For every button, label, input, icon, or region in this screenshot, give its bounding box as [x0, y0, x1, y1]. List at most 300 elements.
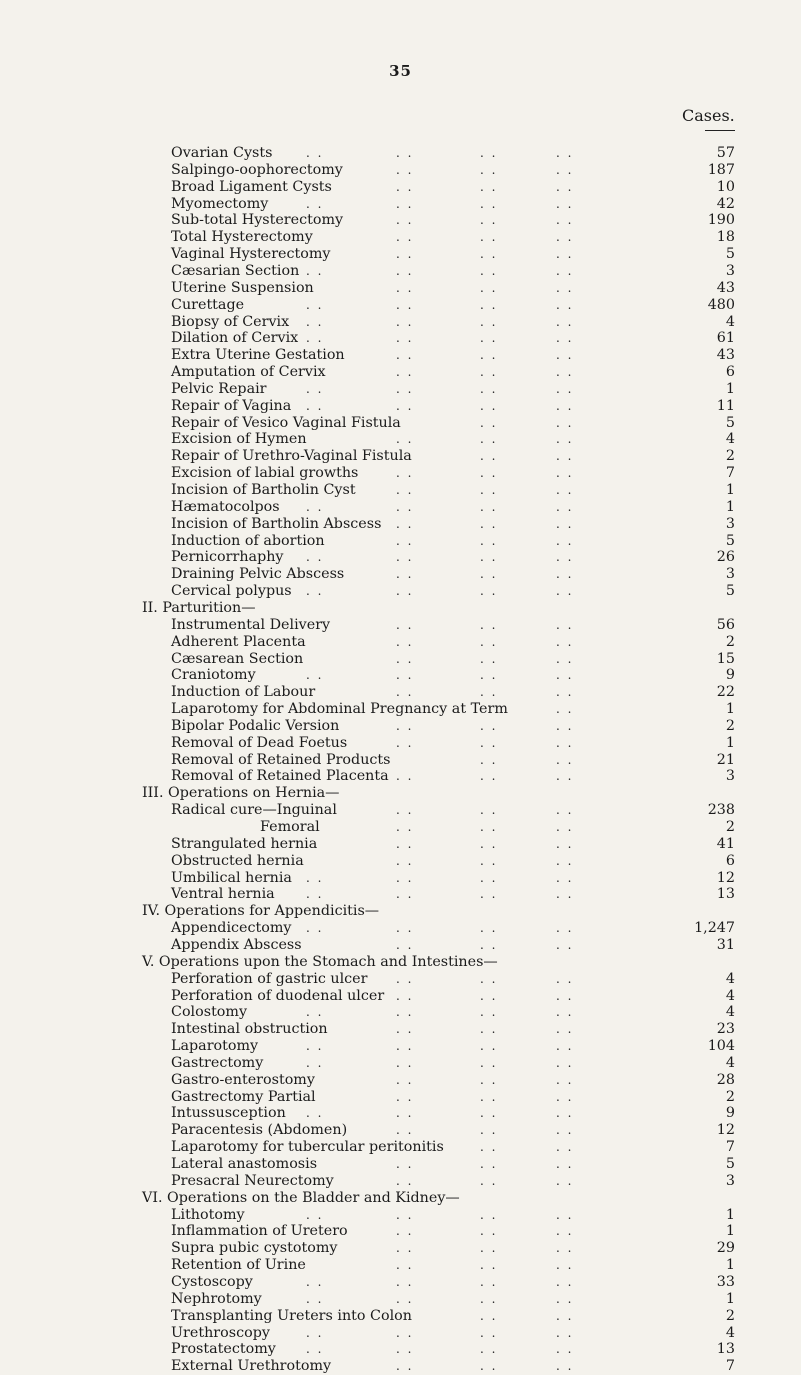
leader-dot-group: . . [306, 1291, 324, 1306]
row-value: 12 [716, 869, 735, 886]
row-label: Urethroscopy [171, 1324, 270, 1341]
leader-dots [0, 297, 801, 314]
table-row [0, 297, 801, 314]
leader-dot-group: . . [306, 921, 324, 936]
leader-dot-group: . . [480, 550, 498, 565]
row-value: 4 [725, 1004, 735, 1021]
leader-dot-group: . . [396, 988, 414, 1003]
leader-dot-group: . . [396, 668, 414, 683]
row-value: 9 [725, 667, 735, 684]
leader-dot-group: . . [556, 1072, 574, 1087]
table-row [0, 768, 801, 785]
leader-dot-group: . . [480, 1055, 498, 1070]
leader-dot-group: . . [396, 1258, 414, 1273]
row-label: Salpingo-oophorectomy [171, 161, 343, 178]
row-value: 1 [725, 1290, 735, 1307]
row-value: 29 [716, 1240, 735, 1257]
leader-dot-group: . . [396, 196, 414, 211]
leader-dot-group: . . [556, 853, 574, 868]
row-label: Laparotomy for Abdominal Pregnancy at Term [171, 701, 508, 718]
leader-dot-group: . . [556, 1274, 574, 1289]
table-row [0, 870, 801, 887]
leader-dots [0, 1122, 801, 1139]
leader-dot-group: . . [396, 1039, 414, 1054]
leader-dots [0, 1240, 801, 1257]
leader-dot-group: . . [480, 1005, 498, 1020]
leader-dot-group: . . [396, 1157, 414, 1171]
leader-dot-group: . . [480, 516, 498, 531]
leader-dots [0, 1223, 801, 1240]
leader-dots [0, 415, 801, 432]
table-row [0, 617, 801, 634]
row-label: Presacral Neurectomy [171, 1172, 334, 1189]
leader-dots [0, 870, 801, 887]
leader-dot-group: . . [556, 651, 574, 666]
row-label: Induction of abortion [171, 532, 325, 549]
leader-dot-group: . . [556, 365, 574, 380]
row-value: 1 [725, 1206, 735, 1223]
leader-dots [0, 1308, 801, 1325]
leader-dot-group: . . [556, 381, 574, 396]
table-row [0, 1105, 801, 1122]
row-label: Incision of Bartholin Abscess [171, 515, 382, 532]
row-label: Nephrotomy [171, 1290, 262, 1307]
row-value: 31 [716, 936, 735, 953]
leader-dot-group: . . [556, 483, 574, 497]
row-value: 28 [716, 1071, 735, 1088]
row-value: 43 [716, 347, 735, 364]
leader-dot-group: . . [556, 314, 574, 329]
leader-dots [0, 1089, 801, 1106]
leader-dot-group: . . [396, 1106, 414, 1121]
row-label: Obstructed hernia [171, 852, 304, 869]
leader-dot-group: . . [480, 803, 498, 818]
cases-column-header: Cases. [682, 106, 735, 125]
table-row [0, 1089, 801, 1106]
leader-dots [0, 465, 801, 482]
leader-dot-group: . . [556, 685, 574, 700]
leader-dot-group: . . [396, 516, 414, 531]
row-label: Amputation of Cervix [171, 364, 326, 381]
leader-dot-group: . . [396, 499, 414, 514]
row-label: Prostatectomy [171, 1341, 276, 1358]
leader-dots [0, 482, 801, 499]
leader-dot-group: . . [396, 1072, 414, 1087]
leader-dot-group: . . [396, 1224, 414, 1239]
leader-dot-group: . . [480, 1359, 498, 1374]
row-value: 18 [716, 229, 735, 246]
row-label: Draining Pelvic Abscess [171, 566, 345, 583]
table-row [0, 667, 801, 684]
row-label: Cæsarian Section [171, 262, 300, 279]
row-label: Umbilical hernia [171, 869, 292, 886]
leader-dot-group: . . [396, 617, 414, 632]
leader-dot-group: . . [480, 1224, 498, 1239]
leader-dot-group: . . [556, 803, 574, 818]
table-row [0, 1274, 801, 1291]
leader-dots [0, 398, 801, 415]
leader-dot-group: . . [306, 196, 324, 211]
leader-dot-group: . . [556, 213, 574, 228]
row-label: Vaginal Hysterectomy [171, 246, 331, 263]
leader-dot-group: . . [396, 213, 414, 228]
leader-dot-group: . . [396, 1207, 414, 1222]
row-label: Perforation of duodenal ulcer [171, 987, 385, 1004]
leader-dots [0, 1325, 801, 1342]
leader-dots [0, 314, 801, 331]
row-label: Pelvic Repair [171, 380, 267, 397]
row-label: Repair of Vagina [171, 397, 292, 414]
leader-dot-group: . . [480, 398, 498, 413]
leader-dot-group: . . [556, 499, 574, 514]
table-row [0, 398, 801, 415]
table-row [0, 263, 801, 280]
row-value: 4 [725, 970, 735, 987]
leader-dots [0, 499, 801, 516]
leader-dot-group: . . [306, 263, 324, 278]
row-value: 3 [725, 566, 735, 583]
leader-dots [0, 735, 801, 752]
row-label: Laparotomy for tubercular peritonitis [171, 1139, 444, 1156]
row-value: 42 [716, 195, 735, 212]
leader-dots [0, 853, 801, 870]
row-label: Supra pubic cystotomy [171, 1240, 338, 1257]
leader-dot-group: . . [396, 1342, 414, 1357]
leader-dot-group: . . [396, 314, 414, 329]
leader-dot-group: . . [396, 550, 414, 565]
table-row [0, 853, 801, 870]
row-label: V. Operations upon the Stomach and Intestines— [142, 953, 498, 970]
row-value: 7 [725, 1358, 735, 1375]
row-label: II. Parturition— [142, 599, 256, 616]
row-label: Gastrectomy Partial [171, 1088, 316, 1105]
leader-dot-group: . . [480, 769, 498, 784]
leader-dot-group: . . [306, 887, 324, 902]
row-label: Appendicectomy [171, 920, 292, 937]
row-value: 1 [725, 380, 735, 397]
row-value: 56 [716, 616, 735, 633]
row-label: Adherent Placenta [171, 633, 306, 650]
leader-dot-group: . . [396, 1123, 414, 1138]
leader-dot-group: . . [306, 550, 324, 565]
row-label: Retention of Urine [171, 1257, 306, 1274]
row-value: 4 [725, 987, 735, 1004]
page-number: 35 [389, 62, 412, 80]
leader-dot-group: . . [306, 314, 324, 329]
row-label: Hæmatocolpos [171, 498, 280, 515]
leader-dots [0, 566, 801, 583]
leader-dot-group: . . [480, 1022, 498, 1037]
leader-dot-group: . . [396, 769, 414, 784]
row-value: 2 [725, 819, 735, 835]
row-value: 2 [725, 1088, 735, 1105]
row-label: Curettage [171, 296, 245, 313]
row-value: 12 [716, 1122, 735, 1139]
section-heading [0, 785, 801, 802]
leader-dots [0, 1341, 801, 1358]
leader-dot-group: . . [480, 1039, 498, 1054]
leader-dot-group: . . [396, 1291, 414, 1306]
leader-dot-group: . . [556, 1342, 574, 1357]
row-value: 13 [716, 886, 735, 903]
table-row [0, 1325, 801, 1342]
leader-dot-group: . . [556, 449, 574, 464]
table-row [0, 145, 801, 162]
table-row [0, 920, 801, 937]
leader-dot-group: . . [556, 634, 574, 649]
row-label: Radical cure—Inguinal [171, 802, 337, 819]
leader-dots [0, 819, 801, 836]
table-row [0, 482, 801, 499]
leader-dot-group: . . [556, 297, 574, 312]
leader-dot-group: . . [556, 516, 574, 531]
leader-dots [0, 162, 801, 179]
row-label: Repair of Urethro-Vaginal Fistula [171, 448, 412, 465]
row-value: 2 [725, 448, 735, 465]
row-value: 2 [725, 633, 735, 650]
leader-dot-group: . . [556, 263, 574, 278]
leader-dot-group: . . [396, 179, 414, 194]
leader-dot-group: . . [306, 1274, 324, 1289]
leader-dot-group: . . [556, 230, 574, 245]
leader-dot-group: . . [396, 1089, 414, 1104]
leader-dot-group: . . [556, 533, 574, 548]
leader-dots [0, 1274, 801, 1291]
leader-dot-group: . . [306, 584, 324, 599]
table-row [0, 836, 801, 853]
leader-dots [0, 836, 801, 853]
table-row [0, 347, 801, 364]
leader-dot-group: . . [556, 752, 574, 767]
table-row [0, 1308, 801, 1325]
leader-dot-group: . . [480, 668, 498, 683]
row-label: External Urethrotomy [171, 1358, 332, 1375]
row-value: 4 [725, 1324, 735, 1341]
section-heading [0, 600, 801, 617]
leader-dot-group: . . [556, 162, 574, 177]
leader-dot-group: . . [480, 988, 498, 1003]
leader-dots [0, 634, 801, 651]
leader-dot-group: . . [556, 1291, 574, 1306]
leader-dot-group: . . [556, 1123, 574, 1138]
leader-dot-group: . . [396, 584, 414, 599]
table-row [0, 1341, 801, 1358]
table-row [0, 583, 801, 600]
leader-dot-group: . . [480, 230, 498, 245]
leader-dots [0, 196, 801, 213]
row-label: Lithotomy [171, 1206, 245, 1223]
leader-dots [0, 684, 801, 701]
table-row [0, 448, 801, 465]
leader-dot-group: . . [480, 1072, 498, 1087]
leader-dot-group: . . [396, 263, 414, 278]
leader-dot-group: . . [396, 432, 414, 447]
row-value: 5 [725, 1156, 735, 1172]
leader-dots [0, 617, 801, 634]
row-label: Gastrectomy [171, 1054, 264, 1071]
leader-dot-group: . . [480, 365, 498, 380]
leader-dots [0, 1207, 801, 1224]
leader-dot-group: . . [480, 348, 498, 363]
leader-dot-group: . . [556, 348, 574, 363]
leader-dot-group: . . [556, 280, 574, 295]
leader-dot-group: . . [396, 348, 414, 363]
leader-dots [0, 431, 801, 448]
row-label: Intussusception [171, 1105, 286, 1122]
table-row [0, 533, 801, 550]
table-row [0, 314, 801, 331]
table-row [0, 364, 801, 381]
leader-dot-group: . . [480, 820, 498, 834]
leader-dots [0, 1072, 801, 1089]
row-label: Laparotomy [171, 1038, 259, 1055]
leader-dot-group: . . [480, 196, 498, 211]
leader-dot-group: . . [556, 179, 574, 194]
leader-dot-group: . . [396, 483, 414, 497]
leader-dot-group: . . [556, 1359, 574, 1374]
section-heading [0, 1190, 801, 1207]
leader-dots [0, 1291, 801, 1308]
row-label: Perforation of gastric ulcer [171, 970, 368, 987]
leader-dot-group: . . [480, 1157, 498, 1171]
row-value: 5 [725, 246, 735, 263]
leader-dot-group: . . [480, 584, 498, 599]
leader-dot-group: . . [480, 1207, 498, 1222]
leader-dots [0, 1055, 801, 1072]
leader-dot-group: . . [556, 196, 574, 211]
row-value: 2 [725, 1307, 735, 1324]
leader-dot-group: . . [396, 398, 414, 413]
section-heading [0, 903, 801, 920]
leader-dot-group: . . [556, 432, 574, 447]
leader-dots [0, 1139, 801, 1156]
leader-dot-group: . . [480, 381, 498, 396]
leader-dot-group: . . [396, 887, 414, 902]
table-row [0, 212, 801, 229]
leader-dot-group: . . [480, 634, 498, 649]
leader-dot-group: . . [306, 1106, 324, 1121]
leader-dot-group: . . [396, 230, 414, 245]
leader-dot-group: . . [480, 853, 498, 868]
row-label: Excision of labial growths [171, 465, 359, 482]
leader-dots [0, 802, 801, 819]
row-value: 3 [725, 515, 735, 532]
row-value: 43 [716, 279, 735, 296]
table-row [0, 431, 801, 448]
leader-dot-group: . . [480, 314, 498, 329]
leader-dot-group: . . [306, 1207, 324, 1222]
leader-dot-group: . . [396, 820, 414, 834]
leader-dot-group: . . [396, 162, 414, 177]
row-value: 6 [725, 852, 735, 869]
row-label: Biopsy of Cervix [171, 313, 290, 330]
row-label: IV. Operations for Appendicitis— [142, 903, 380, 920]
table-row [0, 465, 801, 482]
leader-dot-group: . . [396, 381, 414, 396]
row-value: 61 [716, 330, 735, 347]
leader-dot-group: . . [480, 1325, 498, 1340]
leader-dot-group: . . [556, 331, 574, 346]
leader-dots [0, 1038, 801, 1055]
leader-dot-group: . . [480, 937, 498, 952]
leader-dot-group: . . [556, 937, 574, 952]
leader-dot-group: . . [556, 1241, 574, 1256]
leader-dot-group: . . [480, 162, 498, 177]
row-label: Appendix Abscess [171, 936, 302, 953]
leader-dot-group: . . [396, 735, 414, 750]
leader-dot-group: . . [556, 702, 574, 717]
table-row [0, 886, 801, 903]
table-row [0, 280, 801, 297]
row-value: 4 [725, 1054, 735, 1071]
row-label: Sub-total Hysterectomy [171, 212, 344, 229]
row-value: 15 [716, 650, 735, 667]
leader-dot-group: . . [396, 297, 414, 312]
leader-dot-group: . . [480, 752, 498, 767]
leader-dots [0, 448, 801, 465]
leader-dots [0, 988, 801, 1005]
leader-dot-group: . . [480, 1241, 498, 1256]
leader-dots [0, 1004, 801, 1021]
row-value: 1 [725, 498, 735, 515]
leader-dot-group: . . [480, 651, 498, 666]
leader-dot-group: . . [396, 280, 414, 295]
row-value: 5 [725, 532, 735, 549]
leader-dot-group: . . [480, 1106, 498, 1121]
row-value: 1,247 [694, 920, 735, 937]
leader-dot-group: . . [396, 1325, 414, 1340]
row-value: 10 [716, 178, 735, 195]
leader-dot-group: . . [306, 499, 324, 514]
leader-dots [0, 330, 801, 347]
row-label: Instrumental Delivery [171, 616, 331, 633]
row-value: 190 [707, 212, 735, 229]
table-row [0, 1240, 801, 1257]
leader-dot-group: . . [480, 1291, 498, 1306]
leader-dots [0, 1358, 801, 1375]
leader-dot-group: . . [396, 466, 414, 481]
row-value: 9 [725, 1105, 735, 1122]
leader-dots [0, 229, 801, 246]
leader-dot-group: . . [396, 921, 414, 936]
leader-dot-group: . . [396, 870, 414, 885]
leader-dot-group: . . [556, 398, 574, 413]
row-value: 21 [716, 751, 735, 768]
leader-dot-group: . . [556, 567, 574, 582]
leader-dot-group: . . [480, 1173, 498, 1188]
leader-dot-group: . . [396, 685, 414, 700]
leader-dot-group: . . [306, 870, 324, 885]
table-row [0, 735, 801, 752]
table-row [0, 802, 801, 819]
row-label: Removal of Dead Foetus [171, 734, 348, 751]
row-label: Induction of Labour [171, 684, 316, 701]
row-value: 22 [716, 684, 735, 701]
row-value: 57 [716, 145, 735, 161]
leader-dot-group: . . [396, 836, 414, 851]
table-row [0, 937, 801, 954]
leader-dot-group: . . [556, 988, 574, 1003]
leader-dot-group: . . [306, 146, 324, 160]
row-value: 5 [725, 414, 735, 431]
leader-dot-group: . . [556, 1106, 574, 1121]
row-value: 1 [725, 1223, 735, 1240]
table-row [0, 971, 801, 988]
leader-dot-group: . . [556, 1055, 574, 1070]
leader-dot-group: . . [480, 280, 498, 295]
leader-dot-group: . . [480, 449, 498, 464]
row-value: 4 [725, 431, 735, 448]
